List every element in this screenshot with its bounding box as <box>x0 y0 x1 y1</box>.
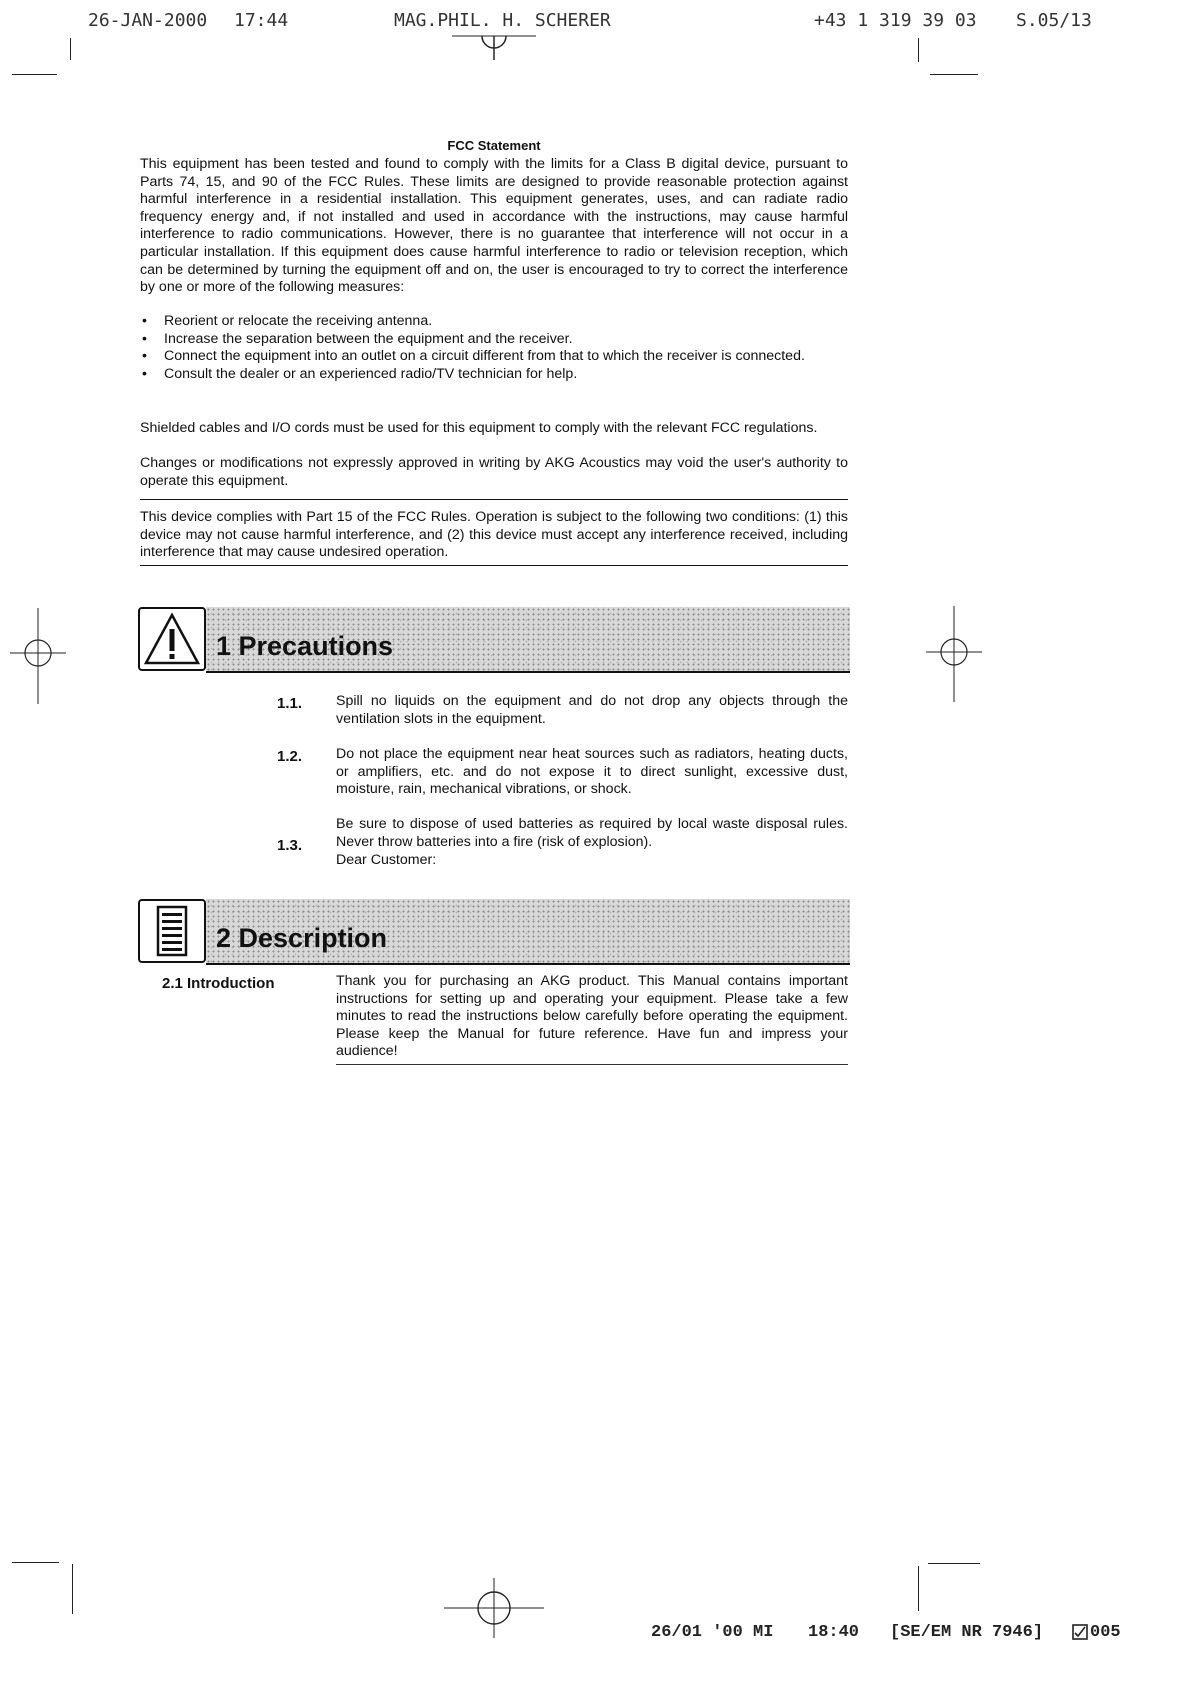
crop-mark <box>918 38 919 62</box>
fcc-shielded-cables: Shielded cables and I/O cords must be used for this equipment to comply with the relevant FCC regulations. <box>140 420 818 436</box>
fcc-paragraph: This equipment has been tested and found to comply with the limits for a Class B digital device, pursuant to Parts 74, 15, and 90 of the FCC Rules. These limits are designed to provide reasonable protection against harmful interference in a residential installation. This equipment generates, uses, and can radiate radio frequency energy and, if not installed and used in accordance with the instructions, may cause harmful interference to radio communications. However, there is no guarantee that interference will not occur in a particular installation. If this equipment does cause harmful interference to radio or television reception, which can be determined by turning the equipment off and on, the user is encouraged to try to correct the interference by one or more of the following measures: <box>140 156 848 296</box>
banner-underline <box>206 963 850 965</box>
fax-header <box>0 10 1187 34</box>
registration-mark-icon <box>10 608 66 704</box>
footer-time: 18:40 <box>808 1623 860 1642</box>
registration-mark-icon <box>926 606 982 702</box>
crop-mark <box>918 1566 919 1611</box>
fax-date: 26-JAN-2000 <box>88 10 208 31</box>
footer-page: 005 <box>1090 1623 1121 1642</box>
list-item: • Reorient or relocate the receiving antenna. <box>142 313 433 329</box>
list-item: • Increase the separation between the equipment and the receiver. <box>142 330 573 347</box>
checkbox-icon <box>1072 1624 1088 1646</box>
crop-mark <box>928 1563 980 1564</box>
fax-page: S.05/13 <box>1016 10 1092 31</box>
fcc-measures-list <box>140 313 848 383</box>
precautions-banner <box>138 607 850 673</box>
list-item: • Connect the equipment into an outlet on a circuit different from that to which the receiver is connected. <box>142 348 805 365</box>
crop-mark <box>12 1562 59 1563</box>
banner-underline <box>206 671 850 673</box>
intro-text: Thank you for purchasing an AKG product. This Manual contains important instructions for setting up and operating your equipment. Please take a few minutes to read the instructions below carefully before operating the equipment. Please keep the Manual for future reference. Have fun and impress your audience! <box>336 973 848 1060</box>
warning-triangle-icon <box>138 607 206 671</box>
footer-date: 26/01 '00 MI <box>651 1623 774 1642</box>
document-icon <box>138 899 206 963</box>
item-text: Be sure to dispose of used batteries as required by local waste disposal rules. Never throw batteries into a fire (risk of explosion). <box>336 816 848 850</box>
item-number: 1.1. <box>277 695 303 712</box>
crop-mark <box>72 1564 73 1614</box>
crop-mark <box>70 38 71 60</box>
crop-mark <box>930 74 978 75</box>
item-text: Do not place the equipment near heat sources such as radiators, heating ducts, or amplifiers, etc. and do not expose it to direct sunlight, excessive dust, moisture, rain, mechanical vibrations, or shock. <box>336 746 848 798</box>
item-number: 1.3. <box>277 837 303 854</box>
fax-time: 17:44 <box>234 10 289 31</box>
fcc-modifications: Changes or modifications not expressly approved in writing by AKG Acoustics may void the user's authority to operate this equipment. <box>140 455 848 489</box>
fax-sender: MAG.PHIL. H. SCHERER <box>394 10 611 31</box>
section-title: 1 Precautions <box>216 631 394 661</box>
section-title: 2 Description <box>216 923 388 953</box>
crop-mark <box>12 74 57 75</box>
fcc-part15: This device complies with Part 15 of the FCC Rules. Operation is subject to the following two conditions: (1) this device may not cause harmful interference, and (2) this device must accept any interference received, including interference that may cause undesired operation. <box>140 509 848 561</box>
fcc-title: FCC Statement <box>447 138 541 153</box>
description-banner <box>138 899 850 965</box>
item-number: 1.2. <box>277 748 303 765</box>
list-item: • Consult the dealer or an experienced radio/TV technician for help. <box>142 365 578 382</box>
divider <box>140 565 848 566</box>
divider <box>140 499 848 500</box>
subsection-title: 2.1 Introduction <box>162 975 275 992</box>
divider <box>336 1064 848 1065</box>
registration-mark-icon <box>444 1578 544 1638</box>
item-text: Dear Customer: <box>336 852 437 868</box>
registration-mark-icon <box>452 28 536 64</box>
footer-ref: [SE/EM NR 7946] <box>890 1623 1044 1642</box>
item-text: Spill no liquids on the equipment and do not drop any objects through the ventilation slots in the equipment. <box>336 693 848 727</box>
fax-phone: +43 1 319 39 03 <box>814 10 977 31</box>
